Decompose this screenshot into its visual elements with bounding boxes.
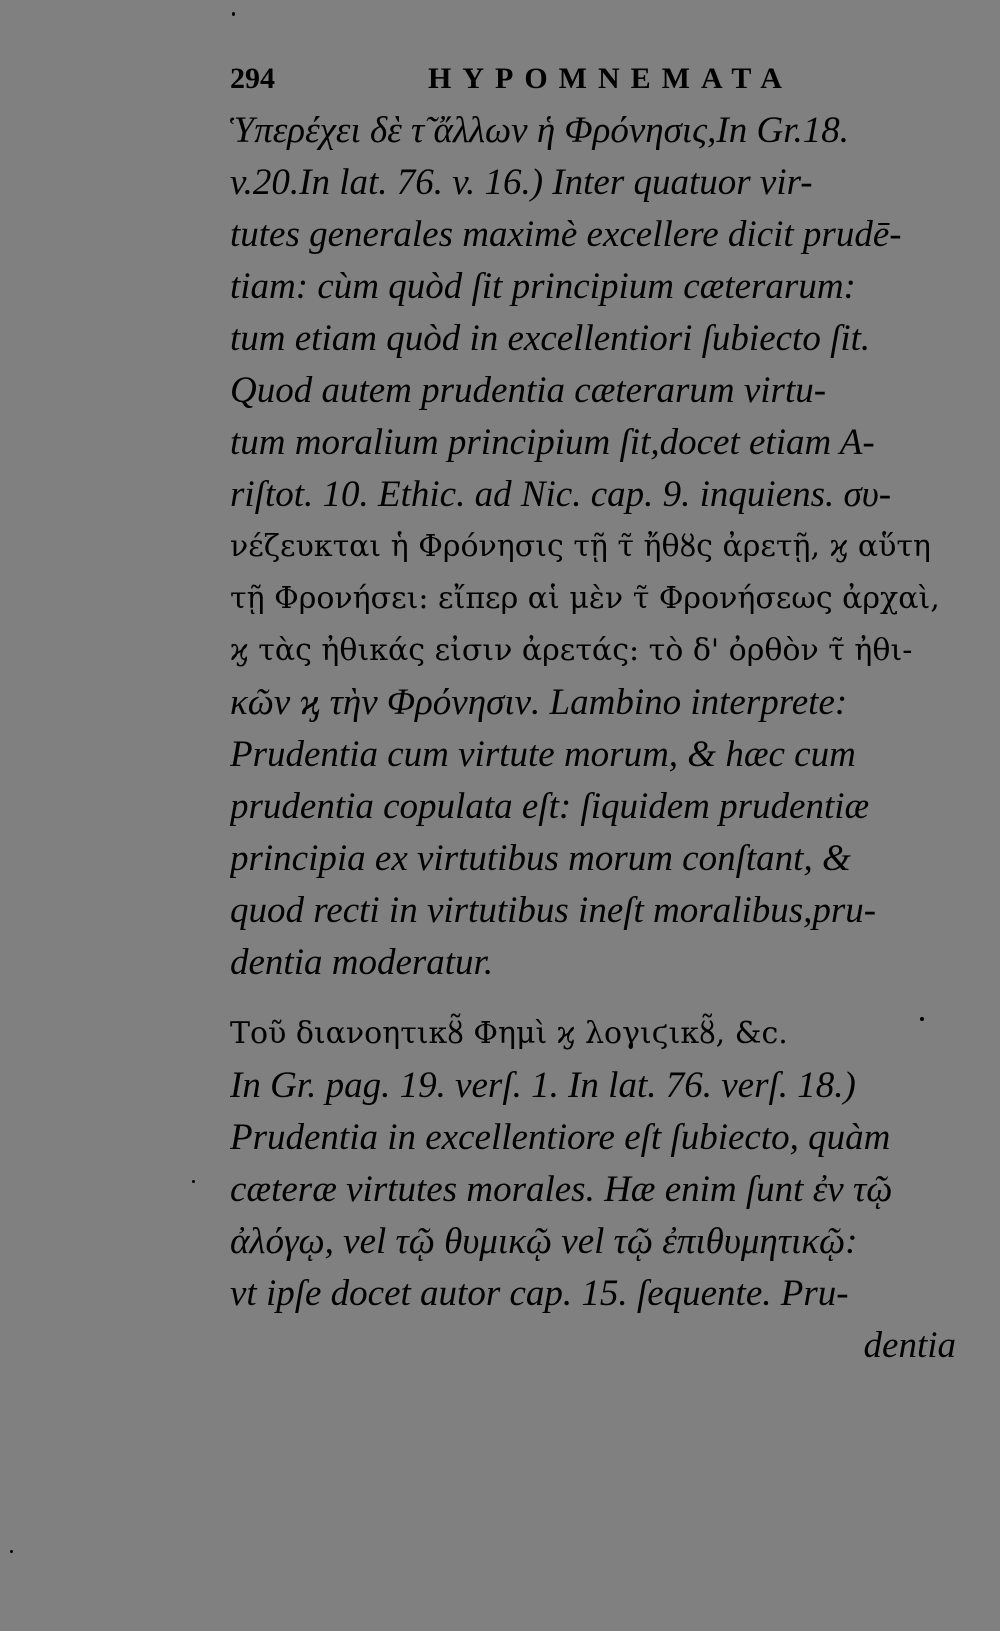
text-line: tutes generales maximè excellere dicit prudē- bbox=[230, 214, 902, 255]
scan-speck bbox=[920, 1017, 924, 1021]
page-header bbox=[230, 62, 810, 106]
text-line: tum etiam quòd in excellentiori ſubiecto ſit. bbox=[230, 318, 871, 359]
text-line: κῶν ϗ τὴν Φρόνησιν. Lambino interprete: bbox=[230, 682, 848, 723]
text-line: In Gr. pag. 19. verſ. 1. In lat. 76. verſ. 18.) bbox=[230, 1065, 856, 1106]
scan-speck bbox=[192, 1180, 195, 1183]
scan-speck bbox=[10, 1550, 13, 1553]
greek-text-line: νέζευκται ἡ Φρόνησις τῇ τ̃ ἤθȣς ἀρετῇ, ϗ αὕτη bbox=[230, 529, 931, 564]
text-line: quod recti in virtutibus ineſt moralibus,pru- bbox=[230, 890, 877, 931]
text-line: vt ipſe docet autor cap. 15. ſequente. Pru- bbox=[230, 1273, 849, 1314]
text-line: riſtot. 10. Ethic. ad Nic. cap. 9. inquiens. συ- bbox=[230, 474, 892, 515]
text-line: cæteræ virtutes morales. Hæ enim ſunt ἐν τῷ bbox=[230, 1169, 893, 1210]
text-line: prudentia copulata eſt: ſiquidem prudentiæ bbox=[230, 786, 870, 827]
text-line: v.20.In lat. 76. v. 16.) Inter quatuor vir- bbox=[230, 162, 813, 203]
catchword: dentia bbox=[863, 1325, 956, 1366]
greek-text-line: τῇ Φρονήσει: εἴπερ αἱ μὲν τ̃ Φρονήσεως ἀρχαὶ, bbox=[230, 581, 940, 616]
text-line: Quod autem prudentia cæterarum virtu- bbox=[230, 370, 827, 411]
text-line: tum moralium principium ſit,docet etiam A- bbox=[230, 422, 875, 463]
text-line: tiam: cùm quòd ſit principium cæterarum: bbox=[230, 266, 856, 307]
commentary-paragraph-2 bbox=[230, 1008, 960, 1372]
commentary-paragraph-1 bbox=[230, 105, 960, 989]
text-line: Prudentia cum virtute morum, & hæc cum bbox=[230, 734, 856, 775]
page-number: 294 bbox=[230, 62, 275, 95]
text-line: ἀλόγῳ, vel τῷ θυμικῷ vel τῷ ἐπιθυμητικῷ: bbox=[230, 1221, 858, 1262]
scan-speck bbox=[232, 12, 235, 16]
text-line: principia ex virtutibus morum conſtant, & bbox=[230, 838, 851, 879]
greek-lemma-line: Τοῦ διανοητικȣ̃ Φημὶ ϗ λογιϛικȣ̃, &c. bbox=[230, 1016, 788, 1051]
text-line: dentia moderatur. bbox=[230, 942, 494, 983]
running-head: HYPOMNEMATA bbox=[428, 62, 793, 95]
text-line: Prudentia in excellentiore eſt ſubiecto, quàm bbox=[230, 1117, 891, 1158]
greek-text-line: ϗ τὰς ἠθικάς εἰσιν ἀρετάς: τὸ δ' ὀρθὸν τ̃ ἠθι- bbox=[230, 633, 913, 668]
text-line: Ὑπερέχει δὲ τ̃ ἄλλων ἡ Φρόνησις,In Gr.18. bbox=[230, 110, 850, 151]
